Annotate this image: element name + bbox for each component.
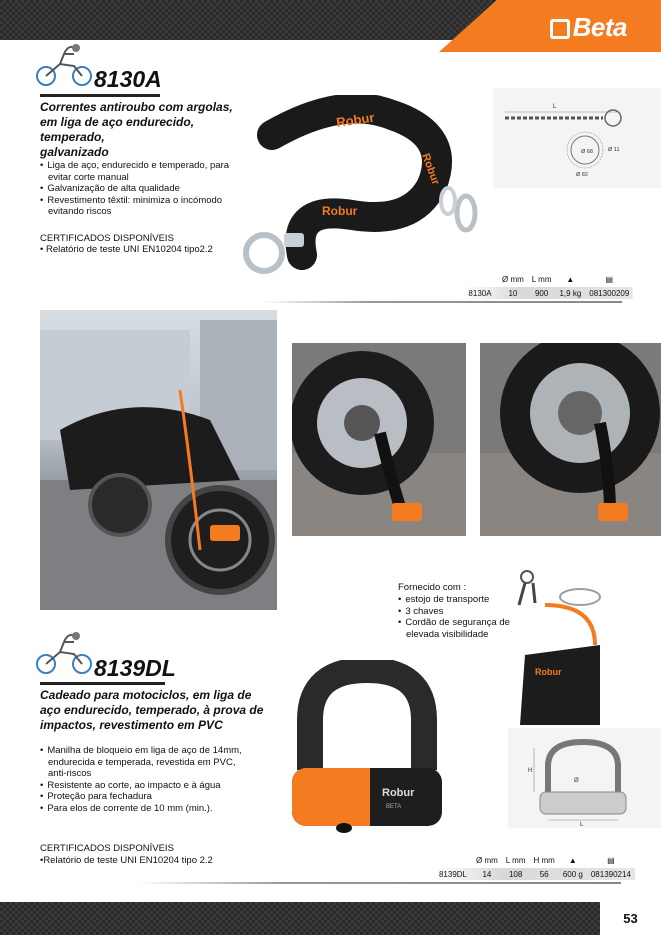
chain-brand-text: Robur [335, 109, 376, 130]
brand-logo [550, 12, 627, 43]
diameter-label: Ø [574, 778, 579, 784]
feature-item: • Proteção para fechadura [40, 791, 255, 803]
motorcycle-icon [34, 630, 96, 676]
chain-technical-drawing [493, 88, 661, 188]
spec-data-row [434, 868, 635, 880]
disc-lock-photo [480, 343, 661, 536]
feature-item: • Manilha de bloqueio em liga de aço de 14mm, endurecida e temperada, revestida em PVC, anti-riscos [40, 745, 255, 780]
barcode-icon: ▤ [607, 855, 615, 865]
spec-header-length: L mm [531, 274, 552, 284]
length-label: L [580, 822, 584, 828]
ring-diameter-label: Ø 68 [581, 149, 593, 155]
cert-heading: CERTIFICADOS DISPONÍVEIS [40, 233, 174, 244]
spec-header-diameter: Ø mm [476, 855, 498, 865]
heading-underline [40, 682, 165, 685]
feature-list [40, 745, 255, 814]
title-line: impactos, revestimento em PVC [40, 718, 223, 732]
motorcycle-photo [40, 310, 277, 610]
weight-icon: ▲ [566, 274, 575, 284]
title-line: galvanizado [40, 145, 109, 159]
spec-separator [136, 882, 621, 884]
spec-header-row [462, 271, 633, 287]
feature-item: • Resistente ao corte, ao impacto e à água [40, 780, 255, 792]
heading-underline [40, 94, 160, 97]
brand-name: Beta [572, 12, 627, 42]
title-line: Cadeado para motociclos, em liga de [40, 688, 252, 702]
supplied-item: • estojo de transporte [398, 594, 513, 606]
supplied-item: • 3 chaves [398, 606, 513, 618]
supplied-heading: Fornecido com : [398, 582, 467, 593]
spec-length: 900 [534, 288, 549, 298]
spec-code: 8139DL [438, 869, 468, 879]
lock-sub-text: BETA [386, 804, 402, 810]
spec-weight: 600 g [562, 869, 583, 879]
beta-logo-icon [550, 19, 570, 39]
spec-diameter: 10 [508, 288, 518, 298]
lock-brand-text: Robur [382, 787, 415, 799]
feature-list [40, 160, 240, 218]
cert-item: •Relatório de teste UNI EN10204 tipo 2.2 [40, 855, 213, 866]
case-brand-text: Robur [535, 667, 562, 677]
spec-table [462, 271, 633, 299]
spec-length: 108 [508, 869, 523, 879]
product-code-heading: 8139DL [94, 655, 176, 681]
page-number: 53 [600, 902, 661, 935]
carry-case-image [505, 565, 605, 730]
supplied-item: • Cordão de segurança de elevada visibilidade [398, 617, 513, 640]
spec-ean: 081390214 [590, 869, 631, 879]
feature-item: • Revestimento têxtil: minimiza o incómodo evitando riscos [40, 195, 240, 218]
product-title [40, 688, 280, 733]
feature-item: • Galvanização de alta qualidade [40, 183, 240, 195]
footer-carbon-bar [0, 902, 600, 935]
spec-diameter: 14 [482, 869, 492, 879]
product-code-heading: 8130A [94, 66, 162, 92]
spec-weight: 1,9 kg [559, 288, 582, 298]
outer-diameter-label: Ø 82 [576, 172, 588, 178]
feature-item: • Liga de aço, endurecido e temperado, para evitar corte manual [40, 160, 240, 183]
height-label: H [528, 768, 533, 774]
motorcycle-icon [34, 42, 96, 88]
chain-ring [246, 235, 282, 271]
chain-brand-text: Robur [419, 151, 442, 187]
spec-header-height: H mm [533, 855, 555, 865]
spec-separator [262, 301, 622, 303]
spec-header-diameter: Ø mm [502, 274, 524, 284]
spec-table [434, 852, 635, 880]
feature-item: • Para elos de corrente de 10 mm (min.). [40, 803, 255, 815]
link-diameter-label: Ø 11 [608, 147, 620, 153]
lock-product-image [282, 660, 462, 840]
spec-code: 8130A [468, 288, 492, 298]
chain-product-image [232, 95, 492, 285]
title-line: Correntes antiroubo com argolas, [40, 100, 233, 114]
title-line: em liga de aço endurecido, temperado, [40, 115, 195, 144]
cert-heading: CERTIFICADOS DISPONÍVEIS [40, 843, 174, 854]
rear-wheel-chain-photo [292, 343, 466, 536]
supplied-list [398, 594, 513, 640]
product-title [40, 100, 260, 160]
length-label: L [553, 104, 557, 110]
cert-item: • Relatório de teste UNI EN10204 tipo2.2 [40, 244, 213, 255]
spec-data-row [462, 287, 633, 299]
spec-header-length: L mm [505, 855, 526, 865]
lock-technical-drawing [508, 728, 661, 828]
spec-header-row [434, 852, 635, 868]
barcode-icon: ▤ [605, 274, 614, 284]
spec-ean: 081300209 [589, 288, 630, 298]
title-line: aço endurecido, temperado, à prova de [40, 703, 264, 717]
chain-brand-text: Robur [322, 204, 358, 218]
spec-height: 56 [539, 869, 549, 879]
weight-icon: ▲ [568, 855, 577, 865]
